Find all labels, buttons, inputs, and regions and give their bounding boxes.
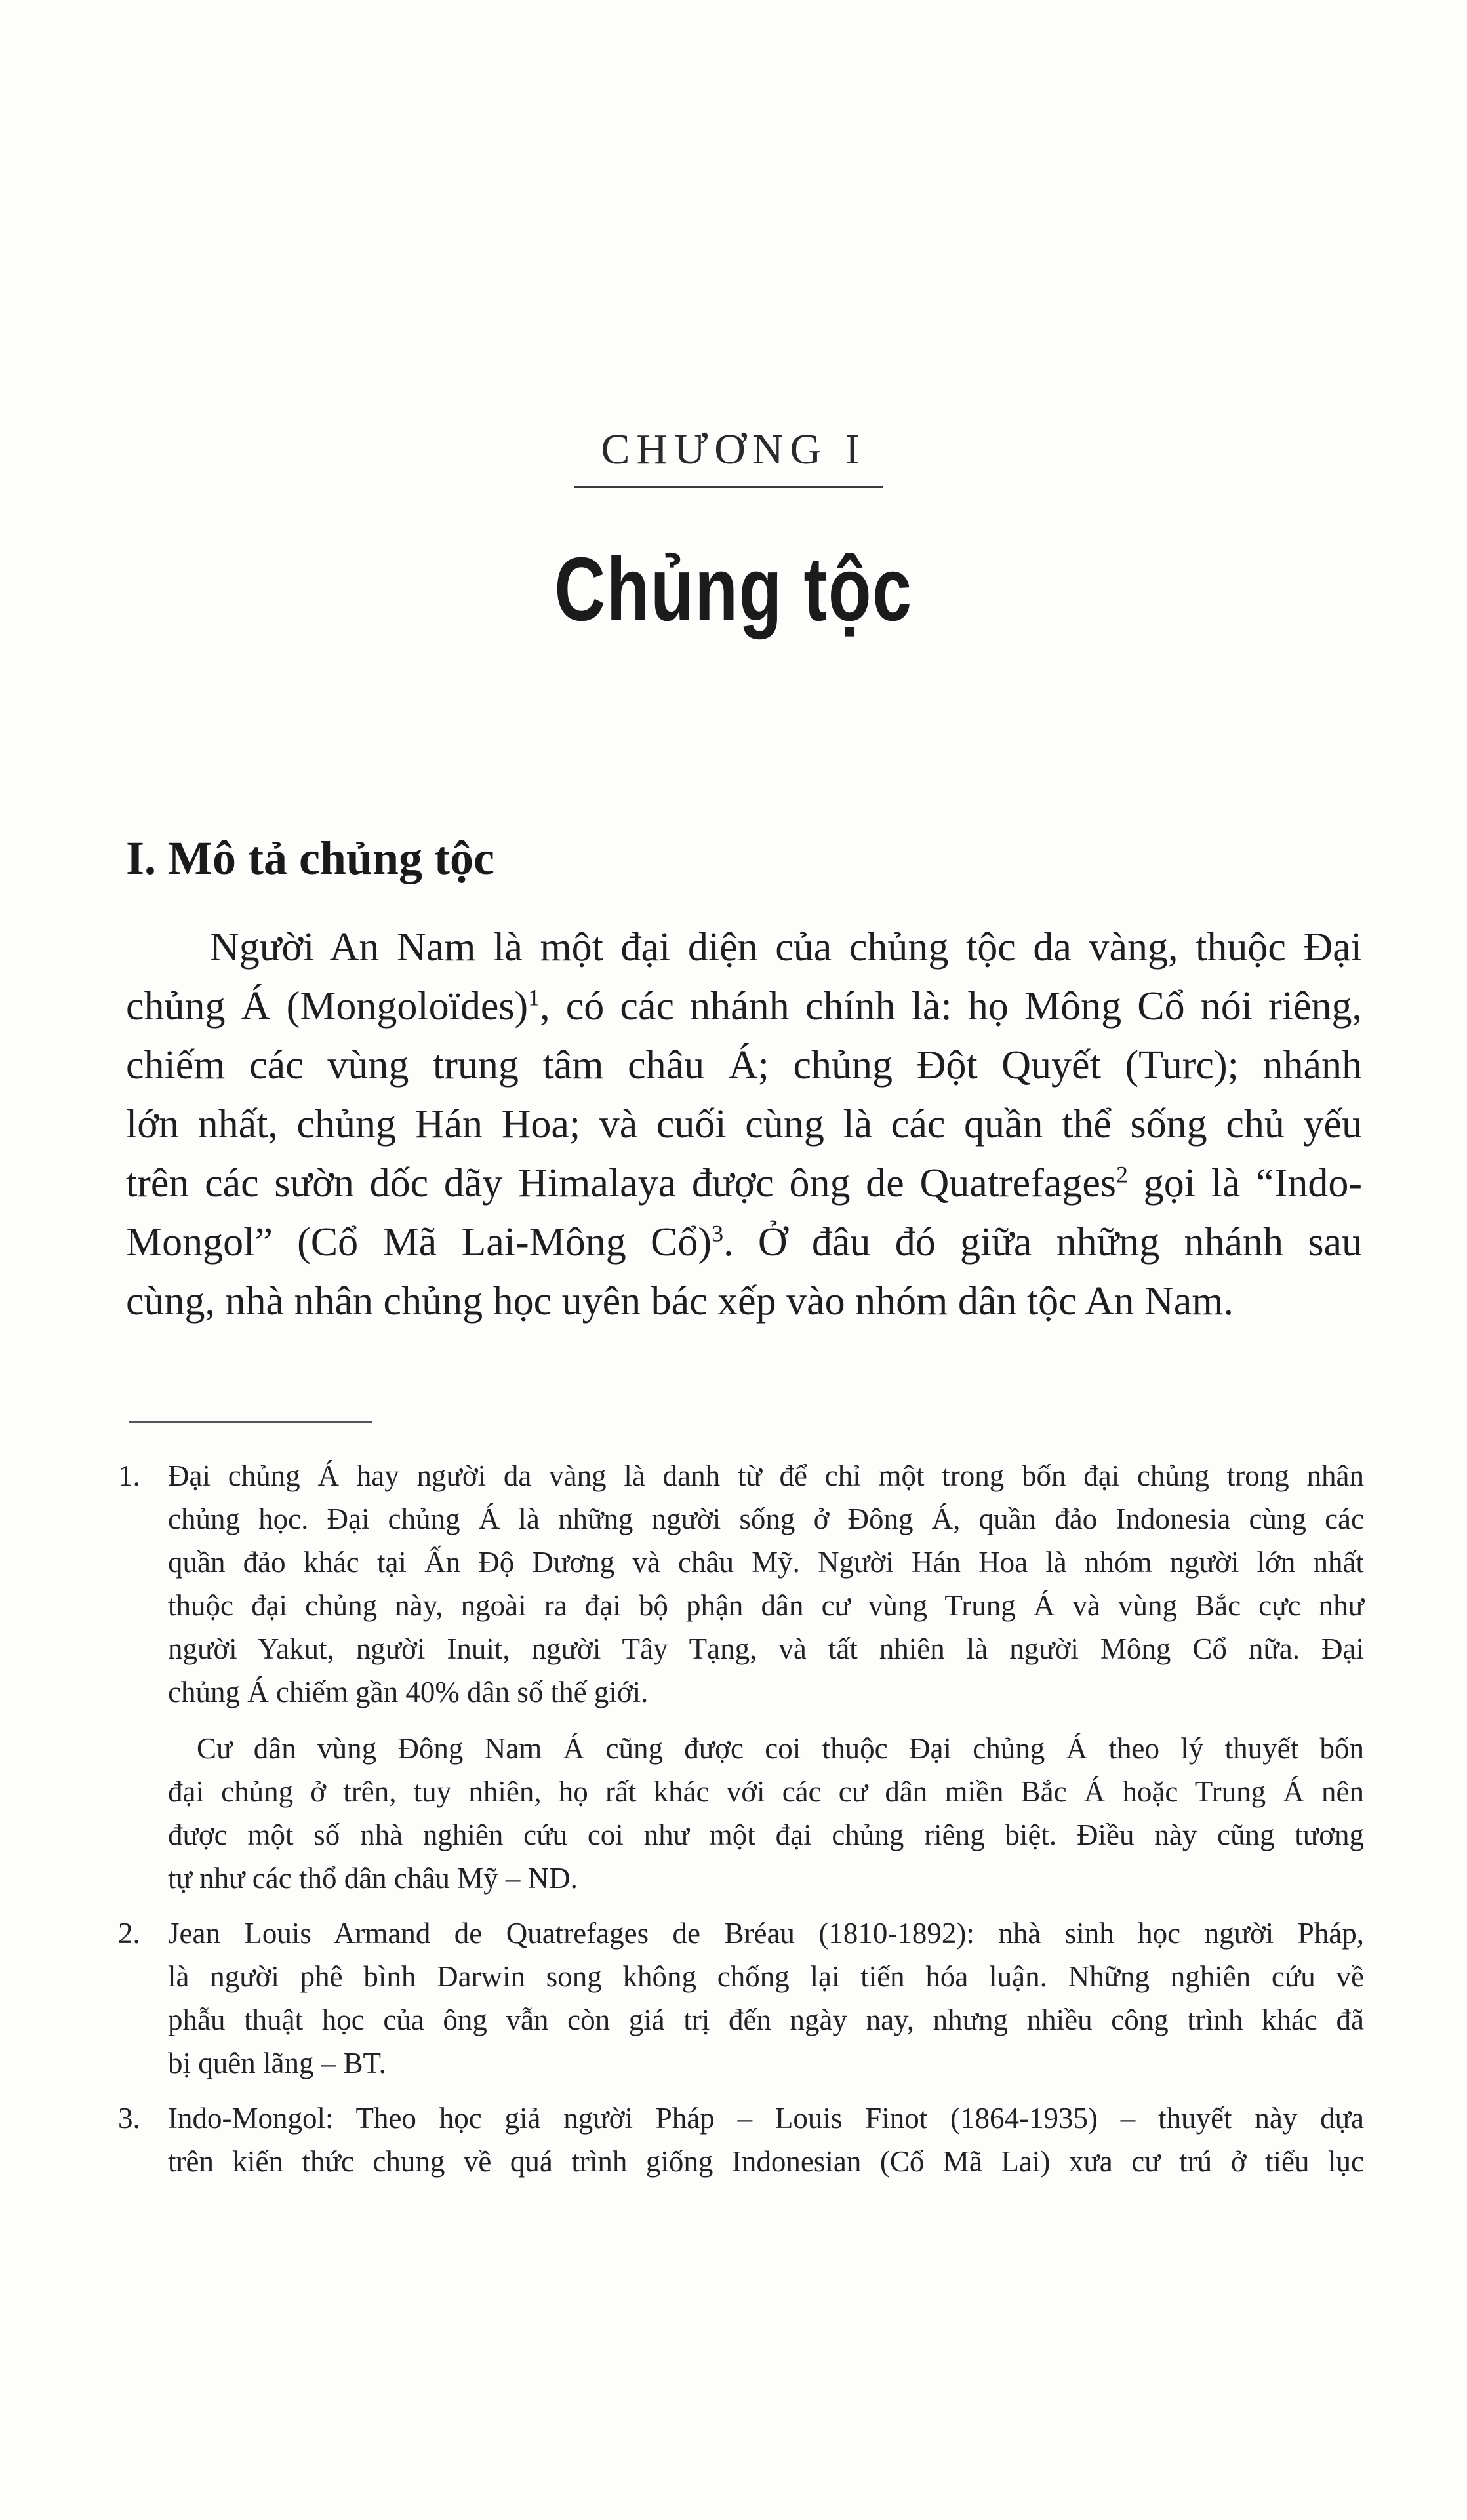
footnote-line: Jean Louis Armand de Quatrefages de Bréau (1810-1892): nhà sinh học người Pháp, — [168, 1917, 1364, 1950]
footnote-ref: 1 — [528, 984, 540, 1011]
footnote-line: chủng học. Đại chủng Á là những người sống ở Đông Á, quần đảo Indonesia cùng các — [168, 1503, 1364, 1535]
chapter-underline — [574, 486, 883, 488]
footnote-line: bị quên lãng – BT. — [168, 2047, 386, 2079]
body-line: Mongol” (Cổ Mã Lai-Mông Cổ)$^3$. Ở đâu đó giữa những nhánh sau — [126, 1220, 1362, 1265]
body-line: chiếm các vùng trung tâm châu Á; chủng Đột Quyết (Turc); nhánh — [126, 1043, 1362, 1088]
footnote-line: tự như các thổ dân châu Mỹ – ND. — [168, 1862, 578, 1895]
footnote-line: chủng Á chiếm gần 40% dân số thế giới. — [168, 1676, 649, 1708]
body-paragraph — [126, 918, 1362, 1331]
footnote-line: được một số nhà nghiên cứu coi như một đại chủng riêng biệt. Điều này cũng tương — [168, 1819, 1364, 1851]
footnote-number: 1. — [118, 1459, 140, 1492]
body-line: lớn nhất, chủng Hán Hoa; và cuối cùng là các quần thể sống chủ yếu — [126, 1102, 1362, 1147]
footnotes — [118, 1454, 1364, 2195]
footnote-line: phẫu thuật học của ông vẫn còn giá trị đến ngày nay, nhưng nhiều công trình khác đã — [168, 2003, 1364, 2036]
footnote-line: Indo-Mongol: Theo học giả người Pháp – Louis Finot (1864-1935) – thuyết này dựa — [168, 2102, 1364, 2135]
footnote-2 — [118, 1912, 1364, 2085]
footnote-line: đại chủng ở trên, tuy nhiên, họ rất khác với các cư dân miền Bắc Á hoặc Trung Á nên — [168, 1775, 1364, 1808]
footnote-ref: 3 — [712, 1220, 724, 1247]
footnote-number: 3. — [118, 2102, 140, 2135]
footnote-line: là người phê bình Darwin song không chống lại tiến hóa luận. Những nghiên cứu về — [168, 1960, 1364, 1993]
footnote-ref: 2 — [1116, 1161, 1129, 1188]
footnote-line: Đại chủng Á hay người da vàng là danh từ để chỉ một trong bốn đại chủng trong nhân — [168, 1459, 1364, 1492]
footnote-line: Cư dân vùng Đông Nam Á cũng được coi thuộc Đại chủng Á theo lý thuyết bốn — [197, 1732, 1364, 1765]
body-line: Người An Nam là một đại diện của chủng tộc da vàng, thuộc Đại — [210, 925, 1362, 970]
footnote-paragraph — [168, 1727, 1364, 1900]
footnote-line: trên kiến thức chung về quá trình giống Indonesian (Cổ Mã Lai) xưa cư trú ở tiểu lục — [168, 2145, 1364, 2178]
body-line: chủng Á (Mongoloïdes)$^1$, có các nhánh chính là: họ Mông Cổ nói riêng, — [126, 984, 1362, 1029]
chapter-title: Chủng tộc — [554, 539, 913, 640]
body-line: cùng, nhà nhân chủng học uyên bác xếp vào nhóm dân tộc An Nam. — [126, 1279, 1234, 1324]
section-heading: I. Mô tả chủng tộc — [126, 832, 494, 884]
footnote-1 — [118, 1454, 1364, 1900]
chapter-label: CHƯƠNG I — [601, 425, 866, 473]
footnote-line: người Yakut, người Inuit, người Tây Tạng, và tất nhiên là người Mông Cổ nữa. Đại — [168, 1632, 1364, 1665]
body-line: trên các sườn dốc dãy Himalaya được ông de Quatrefages$^2$ gọi là “Indo- — [126, 1161, 1362, 1206]
footnote-line: quần đảo khác tại Ấn Độ Dương và châu Mỹ. Người Hán Hoa là nhóm người lớn nhất — [168, 1546, 1364, 1579]
footnote-number: 2. — [118, 1917, 140, 1950]
footnote-3 — [118, 2097, 1364, 2183]
footnote-separator — [129, 1421, 372, 1423]
footnote-line: thuộc đại chủng này, ngoài ra đại bộ phận dân cư vùng Trung Á và vùng Bắc cực như — [168, 1589, 1364, 1622]
